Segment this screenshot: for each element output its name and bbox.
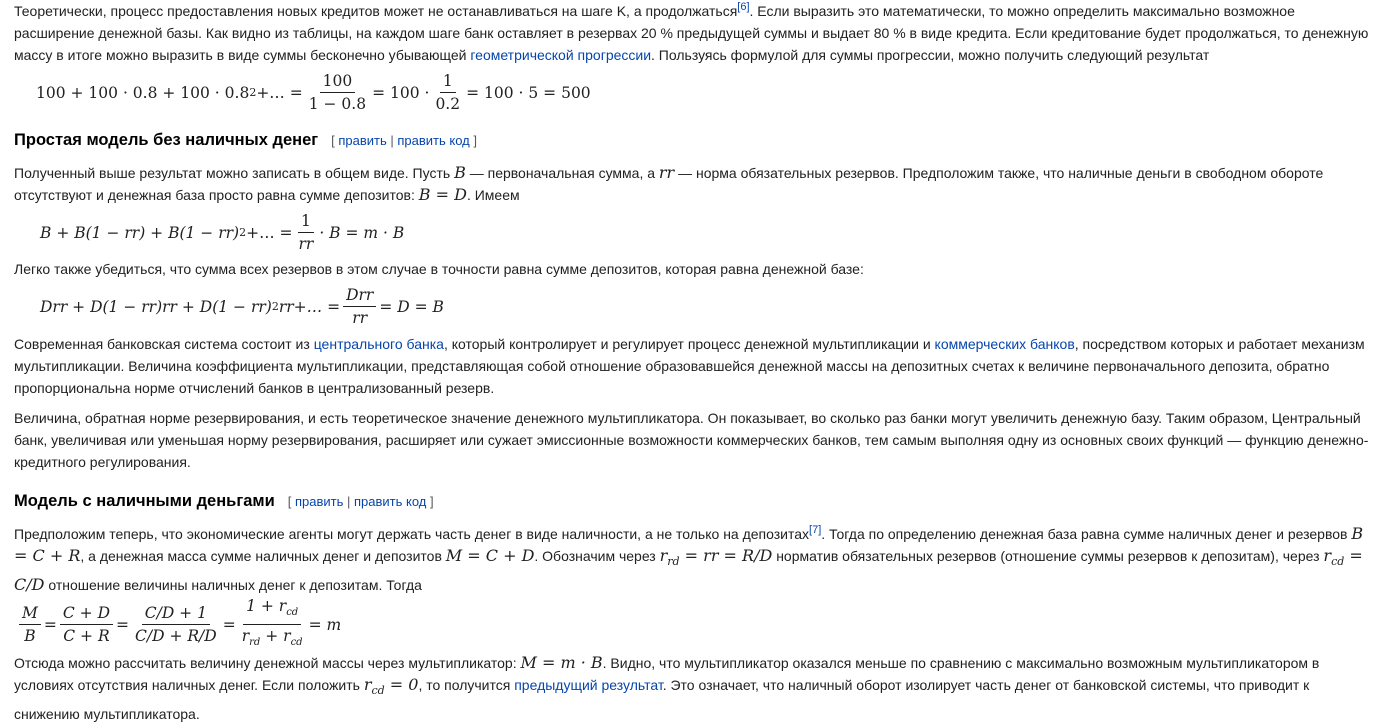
edit-code-link[interactable]: править код bbox=[397, 133, 470, 148]
math-inline: rr bbox=[658, 163, 675, 182]
text: . Тогда по определению денежная база равна сумме наличных денег и резервов bbox=[821, 526, 1352, 542]
formula-exponent: 2 bbox=[249, 86, 257, 99]
link-previous-result[interactable]: предыдущий результат bbox=[514, 677, 663, 694]
math-subscript: rd bbox=[249, 637, 261, 649]
math-inline bbox=[659, 546, 773, 569]
text: . Пользуясь формулой для суммы прогрессии, можно получить следующий результат bbox=[651, 47, 1210, 64]
text: . Это означает, что наличный оборот изолирует часть денег от банковской системы, что приводит к снижению мультипликатора. bbox=[14, 677, 1310, 722]
denominator: B bbox=[24, 627, 36, 646]
edit-section-links bbox=[288, 494, 434, 509]
math-inline: B = D bbox=[418, 185, 467, 205]
numerator: C/D + 1 bbox=[142, 604, 210, 625]
edit-link[interactable]: править bbox=[294, 494, 344, 509]
formula-term: Drr + D(1 − rr)rr + D(1 − rr) bbox=[40, 297, 272, 316]
edit-code-link[interactable]: править код bbox=[353, 494, 427, 509]
text: , который контролирует и регулирует процесс денежной мультипликации и bbox=[443, 336, 935, 352]
formula-term: +… = bbox=[246, 223, 293, 242]
formula-term: · B = m · B bbox=[319, 223, 405, 242]
footnote-link[interactable]: [7] bbox=[809, 524, 822, 536]
denominator: 1 − 0.8 bbox=[308, 95, 367, 113]
text: отношение величины наличных денег к депозитам. Тогда bbox=[44, 576, 422, 593]
section-heading-cash-model bbox=[14, 492, 1378, 511]
text: , посредством которых и работает механизм мультипликации. Величина коэффициента мультипликации, представляющая собой отношение образовавшейся денежной массы на депозитных счетах к величине первоначального депозита, обратно пропорциональна норме отчислений банков в централизованный резерв. bbox=[14, 336, 1365, 397]
section-title: Простая модель без наличных денег bbox=[14, 131, 319, 149]
text: Отсюда можно рассчитать величину денежной массы через мультипликатор: bbox=[14, 655, 521, 671]
paragraph-cash-definitions bbox=[14, 523, 1378, 596]
formula-term: = m bbox=[308, 615, 342, 634]
formula-geometric-sum bbox=[36, 72, 1378, 113]
text: . Имеем bbox=[466, 187, 520, 204]
footnote-ref-7[interactable] bbox=[809, 524, 821, 536]
separator: | bbox=[386, 133, 398, 148]
numerator: 1 bbox=[298, 212, 314, 233]
text: . Если выразить это математически, то можно определить максимально возможное расширение денежной базы. Как видно из таблицы, на каждом шаге банк оставляет в резервах 20 % предыдущей суммы и выдает 80 % в виде кредита. Если кредитование будет продолжаться, то денежную массу в итоге можно выразить в виде суммы бесконечно убывающей bbox=[14, 3, 1369, 64]
paragraph-conclusion bbox=[14, 652, 1378, 725]
equals-sign: = bbox=[116, 615, 130, 634]
bracket: ] bbox=[469, 133, 477, 148]
formula-exponent: 2 bbox=[271, 300, 279, 313]
bracket: [ bbox=[331, 133, 339, 148]
numerator: 100 bbox=[320, 72, 356, 93]
denominator: rr bbox=[298, 235, 314, 253]
numerator: 1 bbox=[440, 72, 456, 93]
separator: | bbox=[343, 494, 354, 509]
denominator: 0.2 bbox=[435, 95, 461, 113]
fraction bbox=[239, 597, 306, 652]
paragraph-reserve-inverse bbox=[14, 407, 1378, 474]
fraction bbox=[296, 212, 317, 253]
fraction bbox=[19, 604, 41, 645]
formula-term: = 100 · 5 = 500 bbox=[466, 83, 591, 102]
text: — норма обязательных резервов. Предположим также, что наличные деньги в свободном обороте отсутствуют и денежная база просто равна сумме депозитов: bbox=[14, 165, 1324, 204]
formula-term: = D = B bbox=[379, 297, 444, 316]
text: Легко также убедиться, что сумма всех резервов в этом случае в точности равна сумме депозитов, которая равна денежной базе: bbox=[14, 261, 864, 277]
numerator: M bbox=[19, 604, 41, 625]
math-symbol: = C/D bbox=[14, 546, 1363, 594]
fraction bbox=[132, 604, 220, 645]
math-subscript: cd bbox=[286, 607, 299, 619]
denominator bbox=[239, 625, 306, 652]
paragraph-reserves-sum bbox=[14, 258, 1378, 280]
math-symbol: r bbox=[363, 675, 372, 695]
link-central-bank[interactable]: центрального банка bbox=[313, 336, 444, 352]
text: Предположим теперь, что экономические агенты могут держать часть денег в виде наличности, а не только на депозитах bbox=[14, 526, 810, 542]
formula-reserves bbox=[40, 286, 1378, 327]
math-inline bbox=[363, 675, 419, 698]
section-title: Модель с наличными деньгами bbox=[14, 492, 275, 510]
formula-money-multiplier bbox=[40, 212, 1378, 253]
math-inline: B = C + R bbox=[14, 524, 1364, 566]
math-symbol: r bbox=[1323, 546, 1332, 566]
math-symbol: r bbox=[241, 627, 250, 646]
math-inline: B bbox=[454, 163, 466, 182]
fraction bbox=[343, 286, 376, 327]
paragraph-general-form bbox=[14, 162, 1378, 206]
formula-term: 100 + 100 · 0.8 + 100 · 0.8 bbox=[36, 83, 250, 102]
formula-term: B + B(1 − rr) + B(1 − rr) bbox=[40, 223, 240, 242]
equals-sign: = bbox=[43, 615, 57, 634]
bracket: ] bbox=[426, 494, 434, 509]
denominator: C/D + R/D bbox=[135, 627, 217, 646]
equals-sign: = bbox=[222, 615, 236, 634]
footnote-link[interactable]: [6] bbox=[737, 1, 750, 13]
text: . Видно, что мультипликатор оказался меньше по сравнению с максимально возможным мультипликатором в условиях отсутствия наличных денег. Если положить bbox=[14, 655, 1320, 694]
fraction bbox=[306, 72, 369, 113]
formula-exponent: 2 bbox=[239, 226, 247, 239]
text: норматив обязательных резервов (отношение суммы резервов к депозитам), через bbox=[772, 548, 1324, 565]
text: — первоначальная сумма, а bbox=[465, 165, 659, 181]
link-geometric-progression[interactable]: геометрической прогрессии bbox=[470, 47, 652, 64]
paragraph-geometric-intro bbox=[14, 0, 1378, 67]
formula-cash-multiplier bbox=[16, 597, 1378, 652]
numerator bbox=[243, 597, 301, 625]
math-symbol: 1 + r bbox=[246, 597, 287, 615]
math-symbol: + r bbox=[260, 627, 291, 646]
numerator: C + D bbox=[60, 604, 113, 625]
math-symbol: r bbox=[659, 546, 668, 566]
math-symbol: = 0 bbox=[384, 675, 419, 695]
text: Теоретически, процесс предоставления новых кредитов может не останавливаться на шаге K, а продолжаться bbox=[14, 3, 738, 19]
math-subscript: cd bbox=[290, 637, 303, 649]
math-subscript: cd bbox=[1331, 555, 1345, 569]
numerator: Drr bbox=[343, 286, 376, 307]
text: , а денежная масса сумме наличных денег и депозитов bbox=[80, 548, 446, 565]
footnote-ref-6[interactable] bbox=[737, 1, 749, 13]
denominator: C + R bbox=[63, 627, 110, 646]
bracket: [ bbox=[287, 494, 295, 509]
text: . Обозначим через bbox=[534, 548, 660, 565]
edit-section-links bbox=[331, 133, 477, 148]
math-symbol: = rr = R/D bbox=[679, 546, 773, 566]
text: Полученный выше результат можно записать в общем виде. Пусть bbox=[14, 165, 455, 181]
formula-term: +… = bbox=[256, 83, 303, 102]
paragraph-banking-system bbox=[14, 333, 1378, 400]
edit-link[interactable]: править bbox=[338, 133, 387, 148]
text: , то получится bbox=[418, 677, 515, 694]
section-heading-simple-model bbox=[14, 131, 1378, 150]
formula-term: = 100 · bbox=[372, 83, 430, 102]
math-inline: M = m · B bbox=[520, 653, 603, 672]
formula-term: rr+… = bbox=[278, 297, 341, 316]
math-subscript: cd bbox=[371, 684, 385, 698]
text: Величина, обратная норме резервирования, и есть теоретическое значение денежного мультипликатора. Он показывает, во сколько раз банки могут увеличить денежную базу. Таким образом, Центральный банк, увеличивая или уменьшая норму резервирования, расширяет или сужает эмиссионные возможности коммерческих банков, тем самым выполняя одну из основных своих функций — функцию денежно-кредитного регулирования. bbox=[14, 410, 1369, 471]
denominator: rr bbox=[352, 309, 368, 327]
text: Современная банковская система состоит из bbox=[14, 336, 314, 352]
fraction bbox=[432, 72, 463, 113]
math-inline: M = C + D bbox=[445, 546, 535, 566]
math-subscript: rd bbox=[667, 555, 680, 569]
fraction bbox=[60, 604, 113, 645]
link-commercial-banks[interactable]: коммерческих банков bbox=[934, 336, 1075, 352]
